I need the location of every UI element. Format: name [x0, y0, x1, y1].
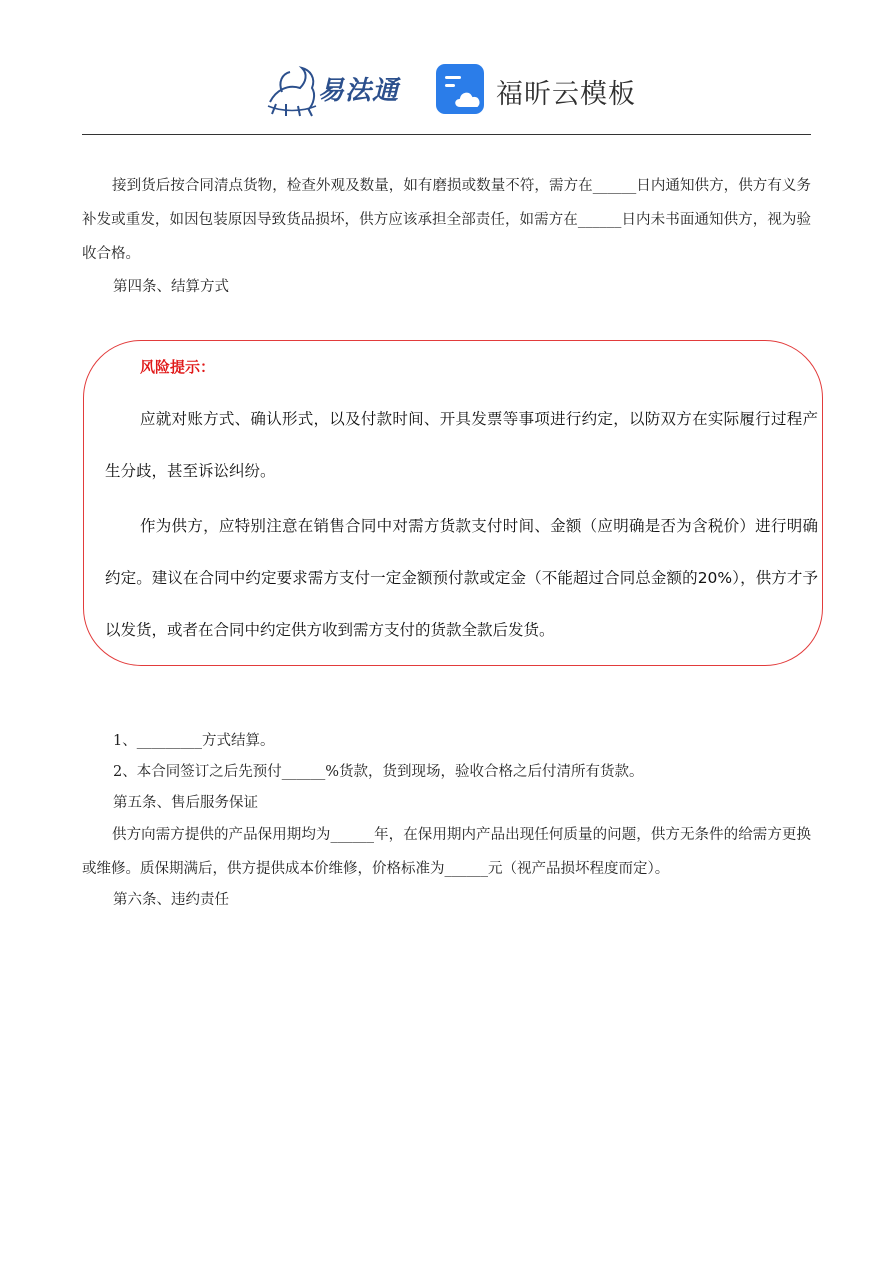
risk-notice-title: 风险提示： [140, 358, 216, 376]
settlement-item-1: 1、_________方式结算。 [113, 733, 275, 749]
after-sales-paragraph: 供方向需方提供的产品保用期均为______年，在保用期内产品出现任何质量的问题，供方无条件的给需方更换或维修。质保期满后，供方提供成本价维修，价格标准为______元（视产品损坏程度而定）。 [82, 827, 811, 877]
article-5-title: 第五条、售后服务保证 [113, 795, 258, 811]
yifatong-logo-text: 易法通 [318, 76, 400, 106]
foxit-cloud-logo-icon [436, 64, 488, 116]
settlement-item-2: 2、本合同签订之后先预付______%货款，货到现场，验收合格之后付清所有货款。 [113, 764, 644, 780]
page-header [0, 60, 893, 124]
foxit-template-logo-text: 福昕云模板 [496, 79, 636, 110]
article-4-title: 第四条、结算方式 [113, 279, 229, 295]
risk-notice-paragraph-1: 应就对账方式、确认形式，以及付款时间、开具发票等事项进行约定，以防双方在实际履行过程产生分歧，甚至诉讼纠纷。 [105, 410, 818, 480]
article-6-title: 第六条、违约责任 [113, 892, 229, 908]
risk-notice-paragraph-2: 作为供方，应特别注意在销售合同中对需方货款支付时间、金额（应明确是否为含税价）进行明确约定。建议在合同中约定要求需方支付一定金额预付款或定金（不能超过合同总金额的20%），供方才予以发货，或者在合同中约定供方收到需方支付的货款全款后发货。 [105, 517, 818, 639]
header-divider [82, 134, 811, 135]
inspection-paragraph: 接到货后按合同清点货物，检查外观及数量，如有磨损或数量不符，需方在______日内通知供方，供方有义务补发或重发，如因包装原因导致货品损坏，供方应该承担全部责任，如需方在______日内未书面通知供方，视为验收合格。 [82, 178, 811, 262]
